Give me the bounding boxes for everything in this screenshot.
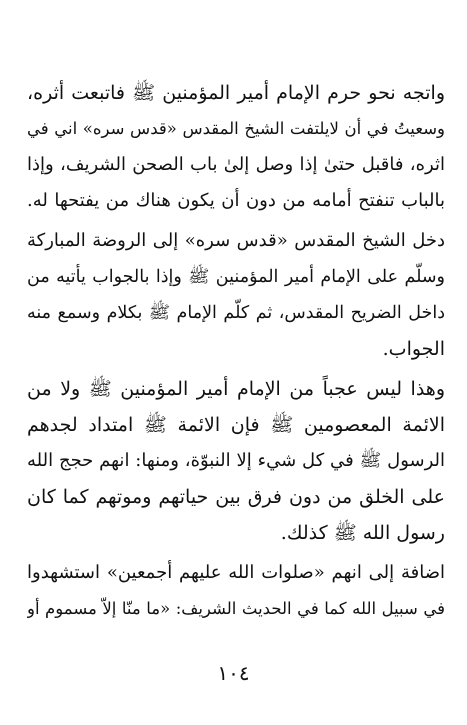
text-line-3: اثره، فاقبل حتىٰ إذا وصل إلىٰ باب الصحن الشريف، وإذا xyxy=(27,154,445,175)
text-line-11: الرسول ﷺ في كل شيء إلا النبوّة، ومنها: انهم حجج الله xyxy=(27,450,445,471)
page-number: ١٠٤ xyxy=(217,661,250,685)
text-line-7: داخل الضريح المقدس، ثم كلّم الإمام ﷺ بكلام وسمع منه xyxy=(27,303,445,323)
text-line-15: في سبيل الله كما في الحديث الشريف: «ما منّا إلاّ مسموم أو xyxy=(27,599,445,618)
text-line-9: وهذا ليس عجباً من الإمام أمير المؤمنين ﷺ ولا من xyxy=(27,378,445,400)
text-line-6: وسلّم على الإمام أمير المؤمنين ﷺ وإذا بالجواب يأتيه من xyxy=(27,267,445,287)
text-line-2: وسعيتُ في أن لايلتفت الشيخ المقدس «قدس سره» اني في xyxy=(27,119,445,138)
text-line-1: واتجه نحو حرم الإمام أمير المؤمنين ﷺ فاتبعت أثره، xyxy=(27,82,445,104)
text-line-5: دخل الشيخ المقدس «قدس سره» إلى الروضة المباركة xyxy=(27,230,445,251)
text-line-8: الجواب. xyxy=(382,338,445,360)
text-line-14: اضافة إلى انهم «صلوات الله عليهم أجمعين» استشهدوا xyxy=(27,562,445,583)
text-line-12: على الخلق من دون فرق بين حياتهم وموتهم كما كان xyxy=(27,486,445,508)
text-line-13: رسول الله ﷺ كذلك. xyxy=(280,522,445,544)
text-line-10: الائمة المعصومين ﷺ فإن الائمة ﷺ امتداد لجدهم xyxy=(27,414,445,436)
text-line-4: بالباب تنفتح أمامه من دون أن يكون هناك من يفتحها له. xyxy=(27,190,445,211)
